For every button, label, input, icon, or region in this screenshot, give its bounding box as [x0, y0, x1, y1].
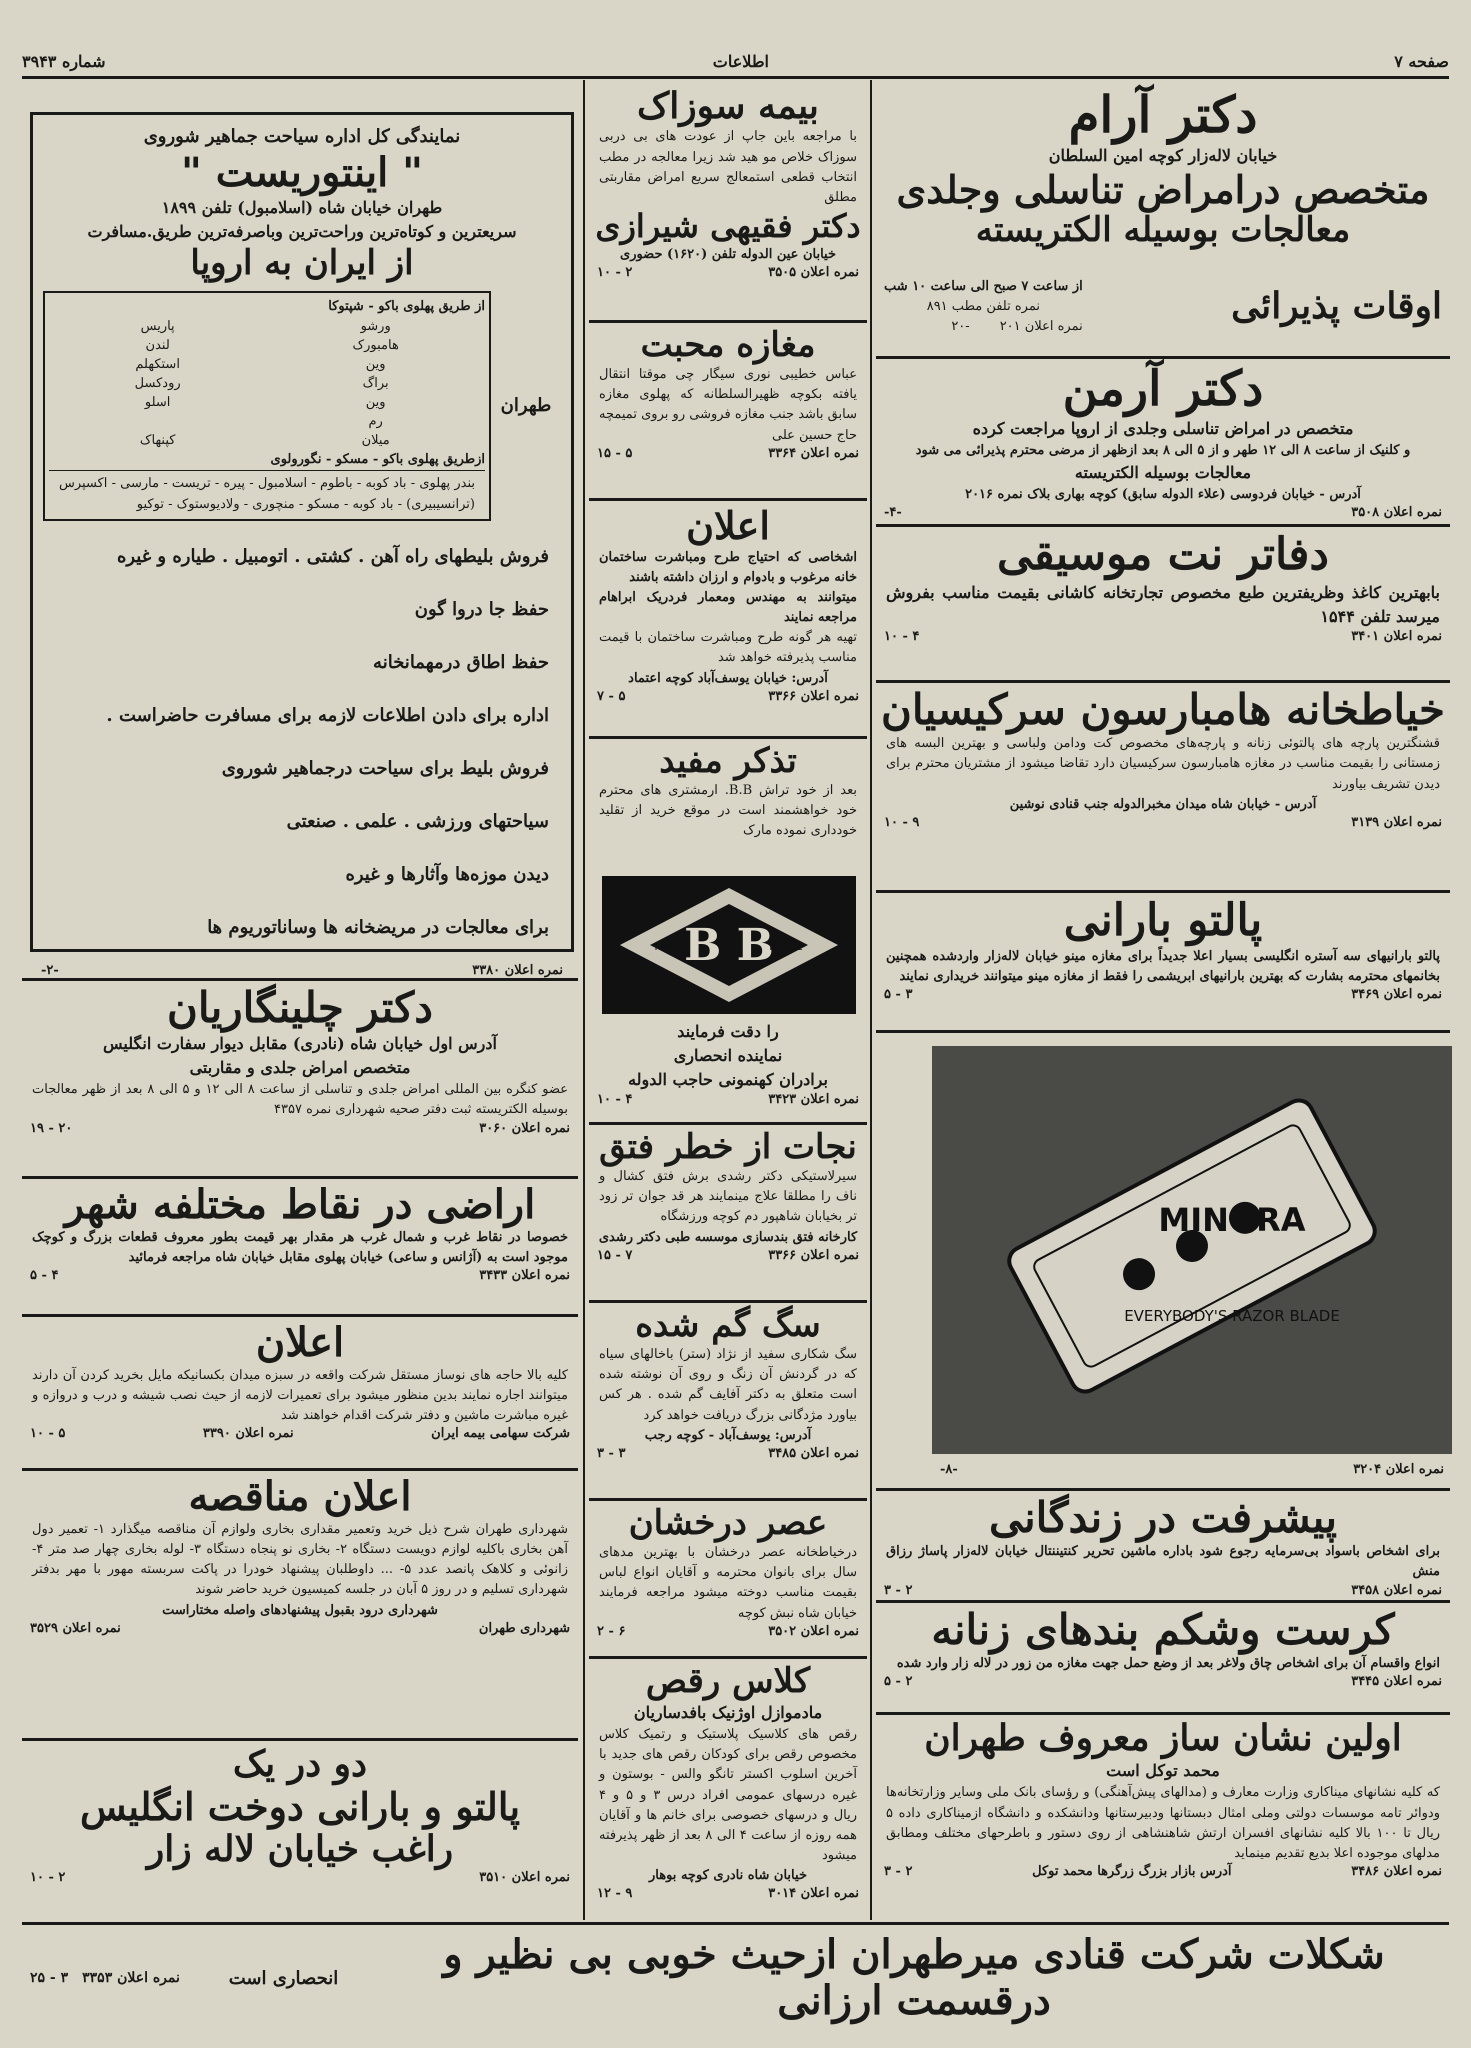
ad-suffix: انحصاری است: [228, 1967, 339, 1989]
ad-line: متخصص در امراض تناسلی وجلدی از اروپا مراجعت کرده: [972, 419, 1354, 439]
ad-title: مغازه محبت: [640, 325, 816, 365]
page-number: صفحه ۷: [1394, 52, 1449, 71]
route-city: استکهلم: [135, 357, 180, 373]
service-item: فروش بلیط برای سیاحت درجماهیر شوروی: [221, 758, 549, 780]
table-row: [49, 317, 485, 336]
ad-run: ۴ - ۵: [30, 1268, 59, 1284]
ad-number: نمره اعلان ۳۳۶۴: [768, 445, 859, 461]
ad-hernia: [589, 1128, 867, 1298]
ad-title: تذکر مفید: [659, 741, 797, 781]
ad-title: اعلان: [255, 1319, 345, 1366]
ad-body: میتوانند به مهندس ومعمار فردریک ابراهام مراجعه نمایند: [599, 589, 857, 626]
ad-title: سگ گم شده: [635, 1305, 821, 1345]
bb-blade-image: [602, 876, 856, 1014]
service-item: فروش بلیطهای راه آهن . کشتی . اتومبیل . طیاره و غیره: [116, 545, 549, 567]
ad-title: کرست وشکم بندهای زنانه: [931, 1605, 1395, 1654]
ad-run: ۲ - ۵: [884, 1674, 913, 1690]
ad-razor-footer: [589, 1020, 867, 1120]
ad-razor: [589, 742, 867, 872]
route-table: [49, 317, 485, 450]
ad-title: دکتر آرام: [1068, 85, 1258, 144]
header-rule: [22, 76, 1449, 79]
ad-number: نمره اعلان ۳۴۳۳: [479, 1268, 570, 1284]
table-row: [49, 355, 485, 374]
ad-number: نمره اعلان ۳۲۰۴: [1353, 1462, 1444, 1477]
ad-line: نماینده انحصاری: [673, 1046, 783, 1065]
bb-caption-left: FINEST: [654, 942, 690, 953]
ad-body: بابهترین کاغذ وظریفترین طبع مخصوص تجارتخانه کاشانی بقیمت مناسب بفروش میرسد تلفن ۱۵۴۴: [886, 582, 1440, 626]
ad-number: نمره اعلان ۳۴۲۳: [768, 1092, 859, 1107]
divider: [876, 356, 1450, 359]
ad-run: ۳ - ۲۵: [30, 1970, 69, 1986]
ad-run: ۲ - ۳: [884, 1863, 913, 1879]
ad-name: محمد توکل است: [1106, 1761, 1220, 1781]
ad-title: دکتر آرمن: [1062, 361, 1264, 417]
ad-body: عضو کنگره بین المللی امراض جلدی و تناسلی از ساعت ۸ الی ۱۲ و ۵ الی ۸ بعد از ظهر معالجات بوسیله الکتریسته ثبت دفتر صحیه شهرداری نمره ۴۳۵۷: [32, 1082, 568, 1118]
ad-title: اعلان: [686, 503, 770, 548]
ad-corset: [876, 1606, 1450, 1710]
column-rule: [583, 80, 585, 1920]
ad-doctor: دکتر فقیهی شیرازی: [595, 206, 861, 245]
ad-body: سگ شکاری سفید از نژاد (ستر) باخالهای سیاه که در گردنش آن زنگ و روی آن نوشته شده است متعلق به دکتر آفایف گم شده . هر کس بیاورد مژدگانی بزرگ دریافت خواهد کرد: [599, 1347, 857, 1423]
route-road: ازطریق پهلوی باکو - مسکو - نگورولوی: [270, 452, 485, 468]
ad-title: نجات از خطر فتق: [599, 1127, 857, 1167]
ad-company: شرکت سهامی بیمه ایران: [431, 1426, 570, 1442]
divider: [876, 1030, 1450, 1033]
ad-body: کلیه بالا حاجه های نوساز مستقل شرکت واقعه در سبزه میدان بکسانیکه مایل بخرید کردن آن دارند میتوانند اجاره نمایند بدین منظور میشود برای تعمیرات لازمه از حیث نصب شیشه و درب و دروازه و غیره مباشرت ماشین و دفتر شرکت اقدام خواهند شد: [32, 1368, 568, 1424]
ad-teacher: مادموازل اوژنیک بافدساریان: [633, 1703, 823, 1723]
route-city: وین: [365, 357, 386, 373]
ad-medals: [876, 1718, 1450, 1896]
ad-run: ۹ - ۱۲: [597, 1886, 633, 1902]
ad-progress: [876, 1494, 1450, 1598]
ad-tagline: سریعترین و کوتاه‌ترین وراحت‌ترین وباصرفه‌ترین طریق.مسافرت: [87, 222, 517, 241]
ad-number: نمره اعلان ۳۰۶۰: [479, 1120, 570, 1136]
ad-title: دو در یک: [232, 1743, 368, 1785]
ad-title: پالتو بارانی: [1063, 895, 1263, 946]
ad-run: ۵ - ۱۵: [597, 445, 633, 461]
ad-hours: از ساعت ۷ صبح الی ساعت ۱۰ شب: [884, 278, 1083, 294]
ad-number: نمره اعلان ۲۰۱: [999, 319, 1083, 335]
ad-land: [22, 1182, 578, 1312]
column-rule: [870, 80, 872, 1920]
ad-address: آدرس: یوسف‌آباد - کوچه رجب: [644, 1427, 812, 1443]
table-row: [49, 374, 485, 393]
route-city: میلان: [361, 433, 390, 449]
ad-specialty: متخصص درامراض تناسلی وجلدی: [896, 166, 1430, 212]
ad-number: نمره اعلان ۳۵۰۲: [768, 1623, 859, 1639]
ad-raincoat: [876, 896, 1450, 1026]
route-city: رم: [368, 414, 383, 430]
ad-body: خصوصا در نقاط غرب و شمال غرب هر مقدار بهر قیمت بطور معروف قطعات بزرگ و کوچک موجود است به (آژانس و ساعی) خیابان پهلوی مقابل خیابان شاه مراجعه فرمائید: [32, 1230, 568, 1266]
ad-title: کلاس رقص: [645, 1661, 811, 1701]
route-road: از طریق پهلوی باکو - شپتوکا: [328, 299, 485, 315]
minora-brand: MINORA: [1158, 1201, 1306, 1239]
ad-line: را دقت فرمایند: [677, 1022, 779, 1041]
route-city: لندن: [145, 338, 170, 354]
paper-name: اطلاعات: [712, 52, 769, 71]
ad-footer: شهرداری درود بقبول پیشنهادهای واصله مختاراست: [162, 1602, 438, 1618]
divider: [22, 1922, 1449, 1925]
ad-hours-title: اوقات پذیرائی: [1231, 285, 1442, 328]
divider: [22, 1176, 578, 1179]
ad-number: نمره اعلان ۳۳۶۶: [768, 1247, 859, 1263]
ad-title: بیمه سوزاک: [637, 85, 819, 127]
ad-number: نمره اعلان ۳۴۶۹: [1351, 986, 1442, 1002]
ad-address: آدرس - خیابان شاه میدان مخبرالدوله جنب قنادی نوشین: [1009, 796, 1317, 812]
ad-title: دکتر چلینگاریان: [167, 983, 433, 1032]
ad-body: انواع واقسام آن برای اشخاص چاق ولاغر بعد از وضع حمل جهت مغازه من زور در لاله زار وارد شده: [896, 1656, 1440, 1672]
route-city: وین: [365, 395, 386, 411]
ad-specialty: متخصص امراض جلدی و مقاربتی: [189, 1058, 411, 1078]
ad-body: قشنگترین پارچه های پالتوئی زنانه و پارچه‌های مخصوص کت ودامن ولباسی و بهترین البسه های زمستانی را بقیمت مناسب در مغازه هامبارسون سرکیسیان دارد تقاضا میشود از مشتریان محترم برای دیدن تشریف بیاورند: [886, 736, 1440, 792]
divider: [22, 978, 578, 981]
ad-address: خیابان شاه نادری کوچه بوهار: [649, 1868, 807, 1884]
ad-tailor: [876, 686, 1450, 886]
ad-address: آدرس: خیابان یوسف‌آباد کوچه اعتماد: [628, 670, 828, 686]
ad-number: نمره اعلان ۳۳۸۰: [472, 963, 563, 979]
ad-run: ۳ - ۳: [597, 1445, 626, 1461]
ad-body: اشخاصی که احتیاج طرح ومباشرت ساختمان خانه مرغوب و بادوام و ارزان داشته باشند: [599, 549, 857, 585]
ad-title: عصر درخشان: [628, 1503, 828, 1543]
ad-number: نمره اعلان ۳۵۰۸: [1351, 505, 1442, 521]
ad-line: برادران کهنمونی حاجب الدوله: [628, 1070, 828, 1089]
ad-title: اراضی در نقاط مختلفه شهر: [64, 1181, 536, 1228]
route-city: پاریس: [140, 319, 175, 335]
ad-body: شهرداری طهران شرح ذیل خرید وتعمیر مقداری بخاری ولوازم آن مناقصه میگذارد ۱- تعمیر دول آهن بخاری باکلیه لوازم دویست دستگاه ۲- بخاری نو پنجاه دستگاه ۳- لوله بخاری چهار صد متر ۴- زانوئی و کلاهک پانصد عدد ۵- ... داوطلبان پیشنهاد خودرا در پاکت سربسته مهور با مهر بدفتر شهرداری تسلیم و در روز ۵ آبان در جلسه کمیسیون خرید حاضر شوند: [32, 1522, 569, 1598]
ad-address: خیابان لاله‌زار کوچه امین السلطان: [1048, 145, 1278, 165]
divider: [589, 1656, 867, 1659]
ad-run: ۵ - ۱۰: [30, 1426, 66, 1442]
ad-number: نمره اعلان ۳۱۳۹: [1351, 814, 1442, 830]
issue-number: شماره ۳۹۴۳: [22, 52, 106, 71]
ad-builder: [589, 504, 867, 734]
ad-dr-aram: [876, 86, 1450, 354]
route-city: [49, 412, 266, 431]
ad-number: نمره اعلان ۳۴۸۶: [1351, 1863, 1442, 1879]
divider: [22, 1738, 578, 1741]
ad-title: اعلان مناقصه: [188, 1473, 412, 1520]
service-item: سیاحتهای ورزشی . علمی . صنعتی: [286, 811, 549, 833]
route-city: اسلو: [144, 395, 171, 411]
ad-title: اولین نشان ساز معروف طهران: [924, 1717, 1402, 1759]
ad-number: نمره اعلان ۳۰۱۴: [768, 1886, 859, 1902]
divider: [589, 1122, 867, 1125]
divider: [589, 320, 867, 323]
route-sea: بندر پهلوی - باد کوبه - باطوم - اسلامبول - پیره - تریست - مارسی - اکسپرس (ترانسیبیری) - باد کوبه - مسکو - منچوری - ولادیوستوک - توکیو: [49, 470, 485, 514]
ad-line: معالجات بوسیله الکتریسته: [1074, 463, 1252, 483]
ad-address: طهران خیابان شاه (اسلامبول) تلفن ۱۸۹۹: [161, 198, 443, 217]
ad-line: راغب خیابان لاله زار: [146, 1828, 454, 1871]
ad-run: ۷ - ۱۵: [597, 1247, 633, 1263]
divider: [589, 736, 867, 739]
minora-sub: EVERYBODY'S RAZOR BLADE: [1124, 1307, 1340, 1325]
route-city: هامبورک: [352, 338, 399, 354]
ad-run: -۴-: [884, 505, 902, 521]
ad-number: نمره اعلان ۳۵۰۵: [768, 264, 859, 280]
ad-number: نمره اعلان ۳۳۵۳: [82, 1970, 180, 1986]
ad-treatment: معالجات بوسیله الکتریسته: [975, 210, 1351, 251]
ad-title: خیاطخانه هامبارسون سرکیسیان: [881, 685, 1445, 734]
ad-body: عباس خطیبی نوری سیگار چی موقتا انتقال یافته بکوچه ظهیرالسلطانه که پهلوی مغازه سابق باشد جنب مغازه فروشی رو بروی تمیمچه حاج حسین علی: [599, 367, 857, 443]
ad-intro: نمایندگی کل اداره سیاحت جماهیر شوروی: [143, 126, 461, 147]
divider: [876, 680, 1450, 683]
ad-body: درخیاطخانه عصر درخشان با بهترین مدهای سال برای بانوان محترمه و آقایان انواع لباس بقیمت مناسب دوخته میشود مراجعه فرمایند خیابان شاه نبش کوچه: [599, 1545, 857, 1621]
divider: [589, 1498, 867, 1501]
route-city: براگ: [362, 376, 389, 392]
ad-body: با مراجعه باین جاپ از عودت های بی دربی سوزاک خلاص مو هید شد زیرا معالجه در مطب انتخاب قطعی استمعالج سریع امراض مقاربتی مطلق: [599, 129, 857, 205]
ad-clinic: کارخانه فتق بندسازی موسسه طبی دکتر رشدی: [598, 1229, 858, 1245]
ad-mahabat: [589, 326, 867, 496]
ad-body: پالتو بارانیهای سه آستره انگلیسی بسیار اعلا جدیداً برای مغازه مینو خیابان لاله‌زار واردشده همچنین بخانمهای محترمه بشارت که بهترین بارانیهای ابریشمی را فقط از مغازه مینو میتوانند خریداری نمایند: [886, 948, 1440, 984]
divider: [876, 524, 1450, 527]
service-item: برای معالجات در مریضخانه ها وساناتوریوم ها: [207, 917, 549, 939]
ad-phone: نمره تلفن مطب ۸۹۱: [926, 298, 1040, 314]
ad-tender: [22, 1474, 578, 1736]
ad-body: رقص های کلاسیک پلاستیک و رتمیک کلاس مخصوص رقص برای کودکان رقص های جدید با آخرین اسلوب اکستر تانگو والس - بوستون و غیره درسهای عمومی افراد درس ۳ و ۵ و ۴ ریال و درسهای خصوصی برای خانم ها و آقایان همه روزه از ساعت ۴ الی ۸ بعد از ظهر پذیرفته میشود: [599, 1727, 858, 1863]
route-city: رودکسل: [134, 376, 181, 392]
ad-headline: از ایران به اروپا: [190, 243, 414, 283]
ad-number: نمره اعلان ۳۵۲۹: [30, 1620, 121, 1636]
ad-address: خیابان عین الدوله تلفن (۱۶۲۰) حضوری: [620, 246, 836, 262]
ad-run: ۴ - ۱۰: [884, 628, 920, 644]
ad-music-notes: [876, 530, 1450, 676]
route-city: کپنهاک: [139, 433, 176, 449]
ad-run: ۲۰ - ۱۹: [30, 1120, 73, 1136]
ad-minora-footer: [932, 1462, 1452, 1484]
divider: [876, 1712, 1450, 1715]
ad-body: برای اشخاص باسواد بی‌سرمایه رجوع شود باداره ماشین تحریر کنتیننتال خیابان لاله‌زار پاساژ رزاق منش: [886, 1544, 1440, 1580]
route-city: ورشو: [360, 319, 391, 335]
ad-chocolate: [22, 1928, 1449, 2028]
divider: [22, 1314, 578, 1317]
ad-lost-dog: [589, 1306, 867, 1496]
ad-address: آدرس بازار بزرگ زرگرها محمد توکل: [1032, 1863, 1232, 1879]
ad-dr-chelingarian: [22, 984, 578, 1174]
ad-insurance: [589, 86, 867, 316]
ad-run: -۲-: [41, 963, 59, 979]
ad-run: ۴ - ۱۰: [597, 1092, 633, 1107]
divider: [876, 1600, 1450, 1603]
ad-body: بعد از خود تراش B.B. ارمشتری های محترم خود خواهشمند است در موقع خرید از تقلید خودداری نموده مارک: [599, 783, 857, 839]
ad-asr: [589, 1504, 867, 1654]
ad-number: نمره اعلان ۳۳۹۰: [202, 1426, 294, 1442]
minora-razor-image: [932, 1046, 1452, 1454]
ad-run: ۲ - ۳: [884, 1582, 913, 1598]
ad-notice-insurance: [22, 1320, 578, 1466]
ad-title: دفاتر نت موسیقی: [996, 529, 1330, 580]
ad-title: شکلات شرکت قنادی میرطهران ازحیث خوبی بی نظیر و درقسمت ارزانی: [443, 1931, 1385, 2024]
ad-number: نمره اعلان ۳۴۴۵: [1351, 1674, 1442, 1690]
ad-run: ۹ - ۱۰: [884, 814, 920, 830]
bb-caption-right: BLADE: [769, 942, 803, 953]
table-row: [49, 393, 485, 412]
ad-run: ۵ - ۷: [597, 688, 626, 704]
ad-number: نمره اعلان ۳۳۶۶: [768, 688, 859, 704]
service-item: حفظ اطاق درمهمانخانه: [373, 651, 549, 673]
ad-body: که کلیه نشانهای میناکاری وزارت معارف و (مدالهای پیش‌آهنگی) و رؤسای بانک ملی وسایر وزارتخانه‌ها ودوائر تامه موسسات دولتی وملی امثال دبستانها ودبیرستانها ودانشکده و دانشگاه ازمیناکاری داده ۵ ریال تا ۱۰۰ بالا کلیه نشانهای افسران ارتش شاهنشاهی از روی دستور و باطرحهای مختلف ومطابق مدلهای موجوده اعلا بدیع تقدیم مینماید: [886, 1785, 1440, 1861]
ad-address: آدرس - خیابان فردوسی (علاء الدوله سابق) کوچه بهاری بلاک نمره ۲۰۱۶: [965, 487, 1361, 503]
ad-number: نمره اعلان ۳۴۵۸: [1351, 1582, 1442, 1598]
ad-two-in-one: [22, 1744, 578, 1918]
divider: [876, 1488, 1450, 1491]
divider: [589, 498, 867, 501]
service-item: دیدن موزه‌ها وآثارها و غیره: [345, 864, 549, 886]
ad-intourist: [30, 112, 574, 979]
ad-title: پیشرفت در زندگانی: [988, 1493, 1338, 1542]
ad-number: نمره اعلان ۳۵۱۰: [479, 1870, 570, 1886]
service-item: اداره برای دادن اطلاعات لازمه برای مسافرت حاضراست .: [106, 704, 549, 726]
ad-signer: شهرداری طهران: [478, 1620, 570, 1636]
ad-dance: [589, 1662, 867, 1918]
ad-number: نمره اعلان ۳۴۰۱: [1351, 628, 1442, 644]
ad-address: آدرس اول خیابان شاه (نادری) مقابل دیوار سفارت انگلیس: [103, 1034, 497, 1054]
page-header: [22, 52, 1449, 74]
ad-number: نمره اعلان ۳۴۸۵: [768, 1445, 859, 1461]
ad-body: تهیه هر گونه طرح ومباشرت ساختمان با قیمت مناسب پذیرفته خواهد شد: [599, 630, 857, 666]
ad-dr-armen: [876, 362, 1450, 522]
table-row: [49, 431, 485, 450]
ad-run: ۶ - ۲: [597, 1623, 626, 1639]
ad-title: " اینتوریست ": [181, 149, 423, 196]
ad-run: -۸-: [940, 1462, 958, 1477]
service-item: حفظ جا دروا گون: [414, 598, 549, 620]
divider: [876, 890, 1450, 893]
ad-run: -۲۰: [951, 319, 970, 335]
divider: [589, 1300, 867, 1303]
ad-run: ۲ - ۱۰: [30, 1870, 66, 1886]
ad-line: پالتو و بارانی دوخت انگلیس: [79, 1784, 521, 1830]
ad-body: سیرلاستیکی دکتر رشدی برش فتق کشال و ناف را مطلقا علاج مینمایند هر قد جوان تر زود تر بخیابان شاهپور دم کوچه ورزشگاه: [599, 1169, 857, 1225]
ad-run: ۲ - ۱۰: [597, 264, 633, 280]
table-row: [49, 336, 485, 355]
table-row: [49, 412, 485, 431]
divider: [22, 1468, 578, 1471]
ad-run: ۳ - ۵: [884, 986, 913, 1002]
bb-mark: B B: [684, 920, 774, 971]
route-origin: طهران: [500, 395, 552, 417]
ad-line: و کلنیک از ساعت ۸ الی ۱۲ طهر و از ۵ الی ۸ بعد ازظهر از مرضی محترم پذیرائی می شود: [915, 443, 1411, 459]
